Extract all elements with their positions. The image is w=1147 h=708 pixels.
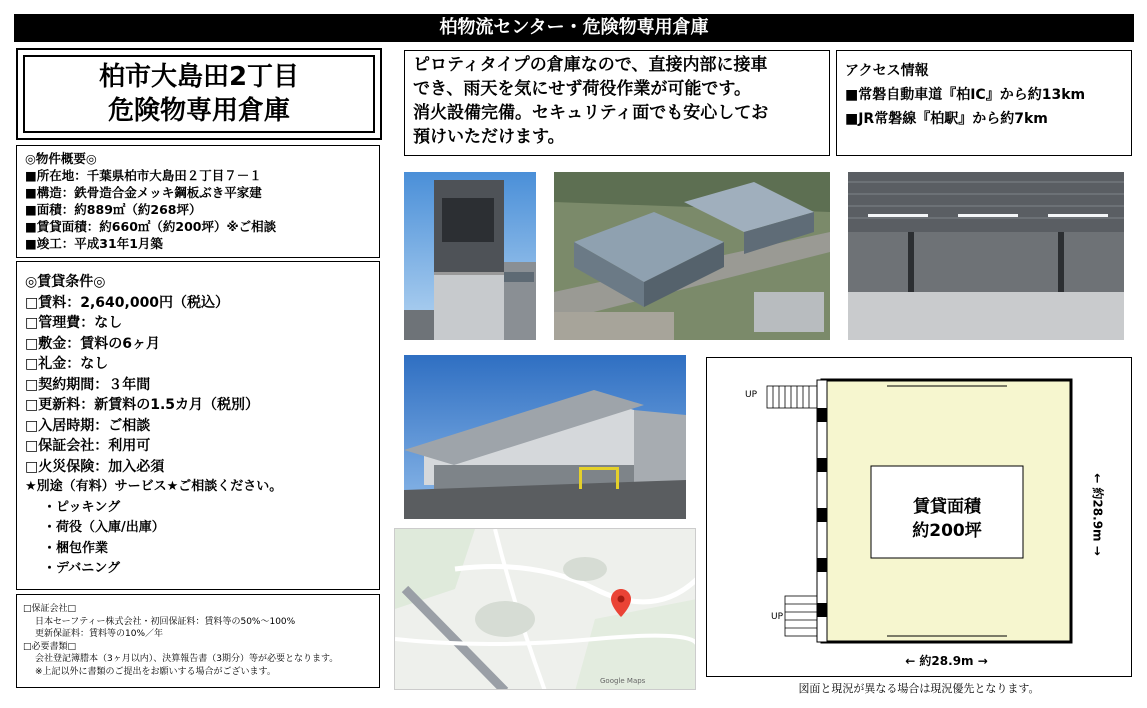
condition-item: □敷金：賃料の6ヶ月 <box>25 335 160 352</box>
access-item: ■常磐自動車道『柏IC』から約13km <box>845 87 1086 103</box>
condition-item: □管理費：なし <box>25 315 123 331</box>
property-overview <box>16 145 380 258</box>
service-item: ・梱包作業 <box>43 540 109 556</box>
description-box <box>404 50 830 156</box>
condition-item: □更新料：新賃料の1.5カ月（税別） <box>25 397 260 413</box>
location-map[interactable] <box>394 528 696 690</box>
overview-heading: ◎物件概要◎ <box>25 151 97 166</box>
description-line: 預けいただけます。 <box>413 127 565 147</box>
interior-photo <box>848 172 1124 340</box>
notes-heading: □保証会社□ <box>23 604 77 614</box>
notes-box <box>16 594 380 688</box>
page-header: 柏物流センター・危険物専用倉庫 <box>14 14 1134 42</box>
description-line: ピロティタイプの倉庫なので、直接内部に接車 <box>413 55 768 75</box>
description-line: 消火設備完備。セキュリティ面でも安心してお <box>413 103 769 123</box>
property-title-line1: 柏市大島田2丁目 <box>98 62 300 92</box>
height-dimension: ← 約28.9m → <box>1090 473 1105 556</box>
service-item: ・ピッキング <box>43 499 121 515</box>
map-credit: Google Maps <box>600 677 646 685</box>
property-title-line2: 危険物専用倉庫 <box>107 96 290 126</box>
access-item: ■JR常磐線『柏駅』から約7km <box>845 111 1048 127</box>
description-line: でき、雨天を気にせず荷役作業が可能です。 <box>413 79 751 99</box>
service-item: ・荷役（入庫/出庫） <box>43 520 165 535</box>
condition-item: □賃料：2,640,000円（税込） <box>25 294 230 311</box>
conditions-heading: ◎賃貸条件◎ <box>25 274 106 290</box>
condition-item: □保証会社：利用可 <box>25 438 151 454</box>
aerial-photo <box>554 172 830 340</box>
overview-item: ■所在地：千葉県柏市大島田２丁目７－１ <box>25 168 262 183</box>
notes-line: 日本セーフティー株式会社・初回保証料：賃料等の50%～100% <box>35 616 296 627</box>
notes-heading: □必要書類□ <box>23 641 77 652</box>
building-tower-photo <box>404 172 536 340</box>
overview-item: ■賃貸面積：約660㎡（約200坪）※ご相談 <box>25 219 277 234</box>
overview-item: ■構造：鉄骨造合金メッキ鋼板ぶき平家建 <box>25 185 262 200</box>
access-heading: アクセス情報 <box>845 63 929 79</box>
notes-line: 更新保証料：賃料等の10%／年 <box>35 629 164 639</box>
stair-up-label: UP <box>745 390 758 400</box>
condition-item: □入居時期：ご相談 <box>25 417 151 434</box>
notes-line: ※上記以外に書類のご提出をお願いする場合がございます。 <box>35 666 276 677</box>
floorplan-caption: 図面と現況が異なる場合は現況優先となります。 <box>798 682 1040 695</box>
overview-item: ■竣工：平成31年1月築 <box>25 236 163 251</box>
condition-item: □火災保険：加入必須 <box>25 458 165 475</box>
width-dimension: ← 約28.9m → <box>905 654 988 668</box>
notes-line: 会社登記簿謄本（3ヶ月以内）、決算報告書（3期分）等が必要となります。 <box>35 654 339 664</box>
condition-item: □契約期間：３年間 <box>25 376 151 393</box>
loading-dock-photo <box>404 355 686 519</box>
floor-plan <box>706 357 1132 677</box>
stair-up-label: UP <box>771 612 784 622</box>
access-info-box <box>836 50 1132 156</box>
condition-item: □礼金：なし <box>25 356 109 372</box>
overview-item: ■面積：約889㎡（約268坪） <box>25 202 202 217</box>
property-title-box <box>16 48 382 140</box>
area-label-2: 約200坪 <box>912 521 982 541</box>
rental-conditions <box>16 261 380 590</box>
area-label-1: 賃貸面積 <box>913 497 981 517</box>
services-heading: ★別途（有料）サービス★ご相談ください。 <box>25 479 283 494</box>
service-item: ・デバニング <box>43 561 120 576</box>
